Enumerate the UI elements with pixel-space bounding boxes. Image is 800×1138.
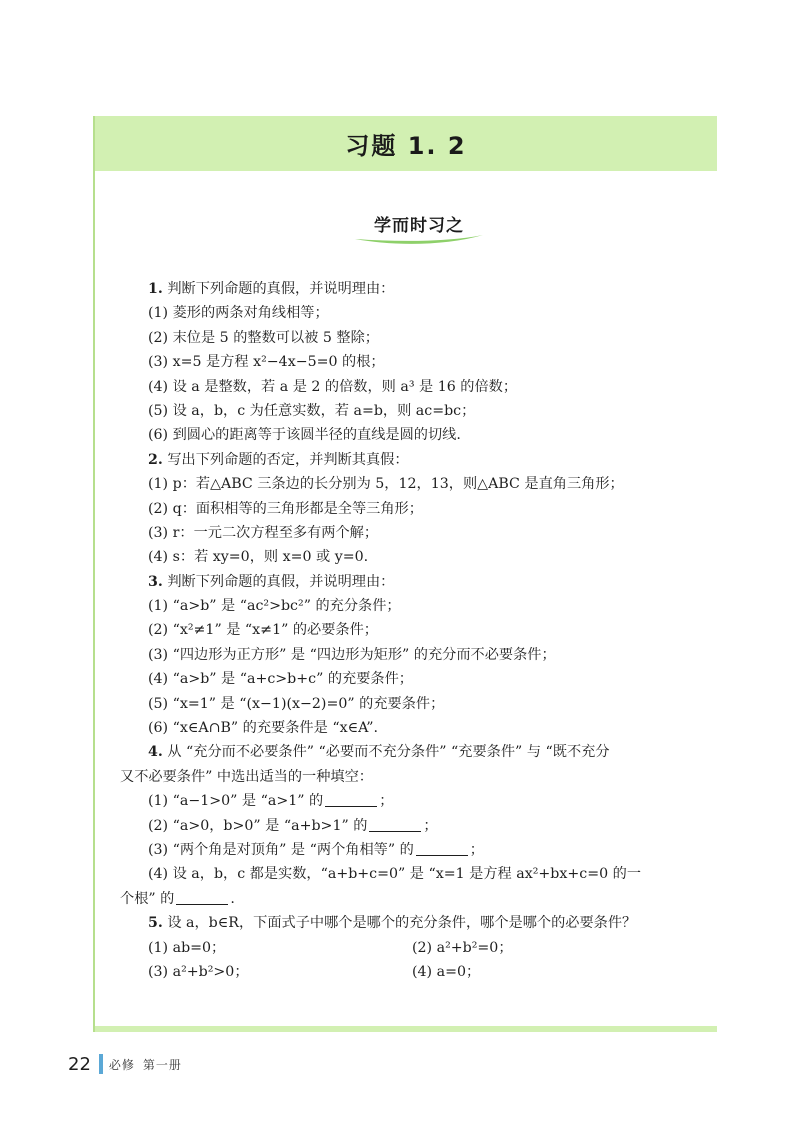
item-punct: .	[230, 890, 235, 907]
question-item: (1) p：若△ABC 三条边的长分别为 5，12，13，则△ABC 是直角三角形；	[148, 476, 624, 493]
item-punct: ；	[423, 817, 438, 834]
question-item: (3) a²+b²>0；	[148, 963, 249, 980]
page-footer	[68, 1050, 182, 1078]
question-item: (3) x=5 是方程 x²−4x−5=0 的根；	[148, 354, 385, 371]
question-item: (5) 设 a，b，c 为任意实数，若 a=b，则 ac=bc；	[148, 402, 476, 419]
question-item-row	[148, 960, 708, 984]
question-number: 5.	[148, 915, 163, 932]
question-text: 判断下列命题的真假，并说明理由：	[167, 573, 395, 590]
item-text: (2) “a>0，b>0” 是 “a+b>1” 的	[148, 817, 368, 834]
question-item: (4) s：若 xy=0，则 x=0 或 y=0.	[148, 549, 369, 566]
question-item: (2) a²+b²=0；	[412, 939, 513, 956]
question-item	[148, 814, 708, 838]
item-text: (1) “a−1>0” 是 “a>1” 的	[148, 793, 324, 810]
book-name: 必修	[108, 1057, 135, 1072]
question-item-continued	[120, 887, 708, 911]
question-4	[148, 740, 708, 764]
question-2	[148, 448, 708, 472]
question-1	[148, 277, 708, 301]
question-text: 从 “充分而不必要条件” “必要而不充分条件” “充要条件” 与 “既不充分	[167, 744, 610, 761]
exercise-panel	[93, 116, 717, 1032]
question-item	[148, 789, 708, 813]
section-badge	[359, 214, 479, 248]
question-text: 判断下列命题的真假，并说明理由：	[167, 281, 395, 297]
question-text: 设 a，b∈R，下面式子中哪个是哪个的充分条件，哪个是哪个的必要条件？	[167, 915, 637, 932]
question-item: (2) q：面积相等的三角形都是全等三角形；	[148, 500, 423, 517]
question-text: 写出下列命题的否定，并判断其真假：	[167, 451, 409, 468]
question-item: (4) “a>b” 是 “a+c>b+c” 的充要条件；	[148, 671, 413, 688]
question-number: 1.	[148, 281, 163, 297]
exercise-content	[120, 277, 708, 984]
question-number: 3.	[148, 573, 163, 590]
panel-header	[95, 116, 717, 171]
item-punct: ；	[379, 793, 394, 810]
item-text: (3) “两个角是对顶角” 是 “两个角相等” 的	[148, 841, 414, 858]
question-item: (5) “x=1” 是 “(x−1)(x−2)=0” 的充要条件；	[148, 695, 445, 712]
question-item: (1) 菱形的两条对角线相等；	[148, 305, 329, 322]
question-item: (6) “x∈A∩B” 的充要条件是 “x∈A”.	[148, 720, 378, 737]
question-item: (3) “四边形为正方形” 是 “四边形为矩形” 的充分而不必要条件；	[148, 646, 556, 663]
question-item: (4) 设 a，b，c 都是实数，“a+b+c=0” 是 “x=1 是方程 ax²+bx+c=0 的一	[148, 866, 642, 883]
item-punct: ；	[469, 841, 484, 858]
question-item: (1) “a>b” 是 “ac²>bc²” 的充分条件；	[148, 598, 401, 615]
question-item-row	[148, 936, 708, 960]
answer-blank	[325, 792, 377, 807]
question-item: (2) “x²≠1” 是 “x≠1” 的必要条件；	[148, 622, 378, 639]
question-item: (6) 到圆心的距离等于该圆半径的直线是圆的切线.	[148, 427, 461, 444]
item-text: 个根” 的	[120, 890, 175, 907]
section-title: 学而时习之	[374, 216, 464, 236]
question-number: 2.	[148, 451, 163, 468]
question-5	[148, 911, 708, 935]
answer-blank	[416, 841, 468, 856]
question-item: (3) r：一元二次方程至多有两个解；	[148, 524, 379, 541]
question-item: (4) 设 a 是整数，若 a 是 2 的倍数，则 a³ 是 16 的倍数；	[148, 378, 518, 395]
page-number: 22	[68, 1053, 91, 1075]
question-3	[148, 570, 708, 594]
question-number: 4.	[148, 744, 163, 761]
panel-bottom-bar	[95, 1026, 717, 1032]
question-item: (4) a=0；	[412, 963, 481, 980]
answer-blank	[369, 817, 421, 832]
footer-accent-bar	[99, 1054, 103, 1074]
exercise-title: 习题 1. 2	[345, 132, 467, 160]
question-text-continued: 又不必要条件” 中选出适当的一种填空：	[120, 768, 373, 785]
answer-blank	[176, 890, 228, 905]
question-item	[148, 838, 708, 862]
question-item: (1) ab=0；	[148, 939, 226, 956]
question-item: (2) 末位是 5 的整数可以被 5 整除；	[148, 329, 379, 346]
book-volume: 第一册	[142, 1057, 182, 1072]
